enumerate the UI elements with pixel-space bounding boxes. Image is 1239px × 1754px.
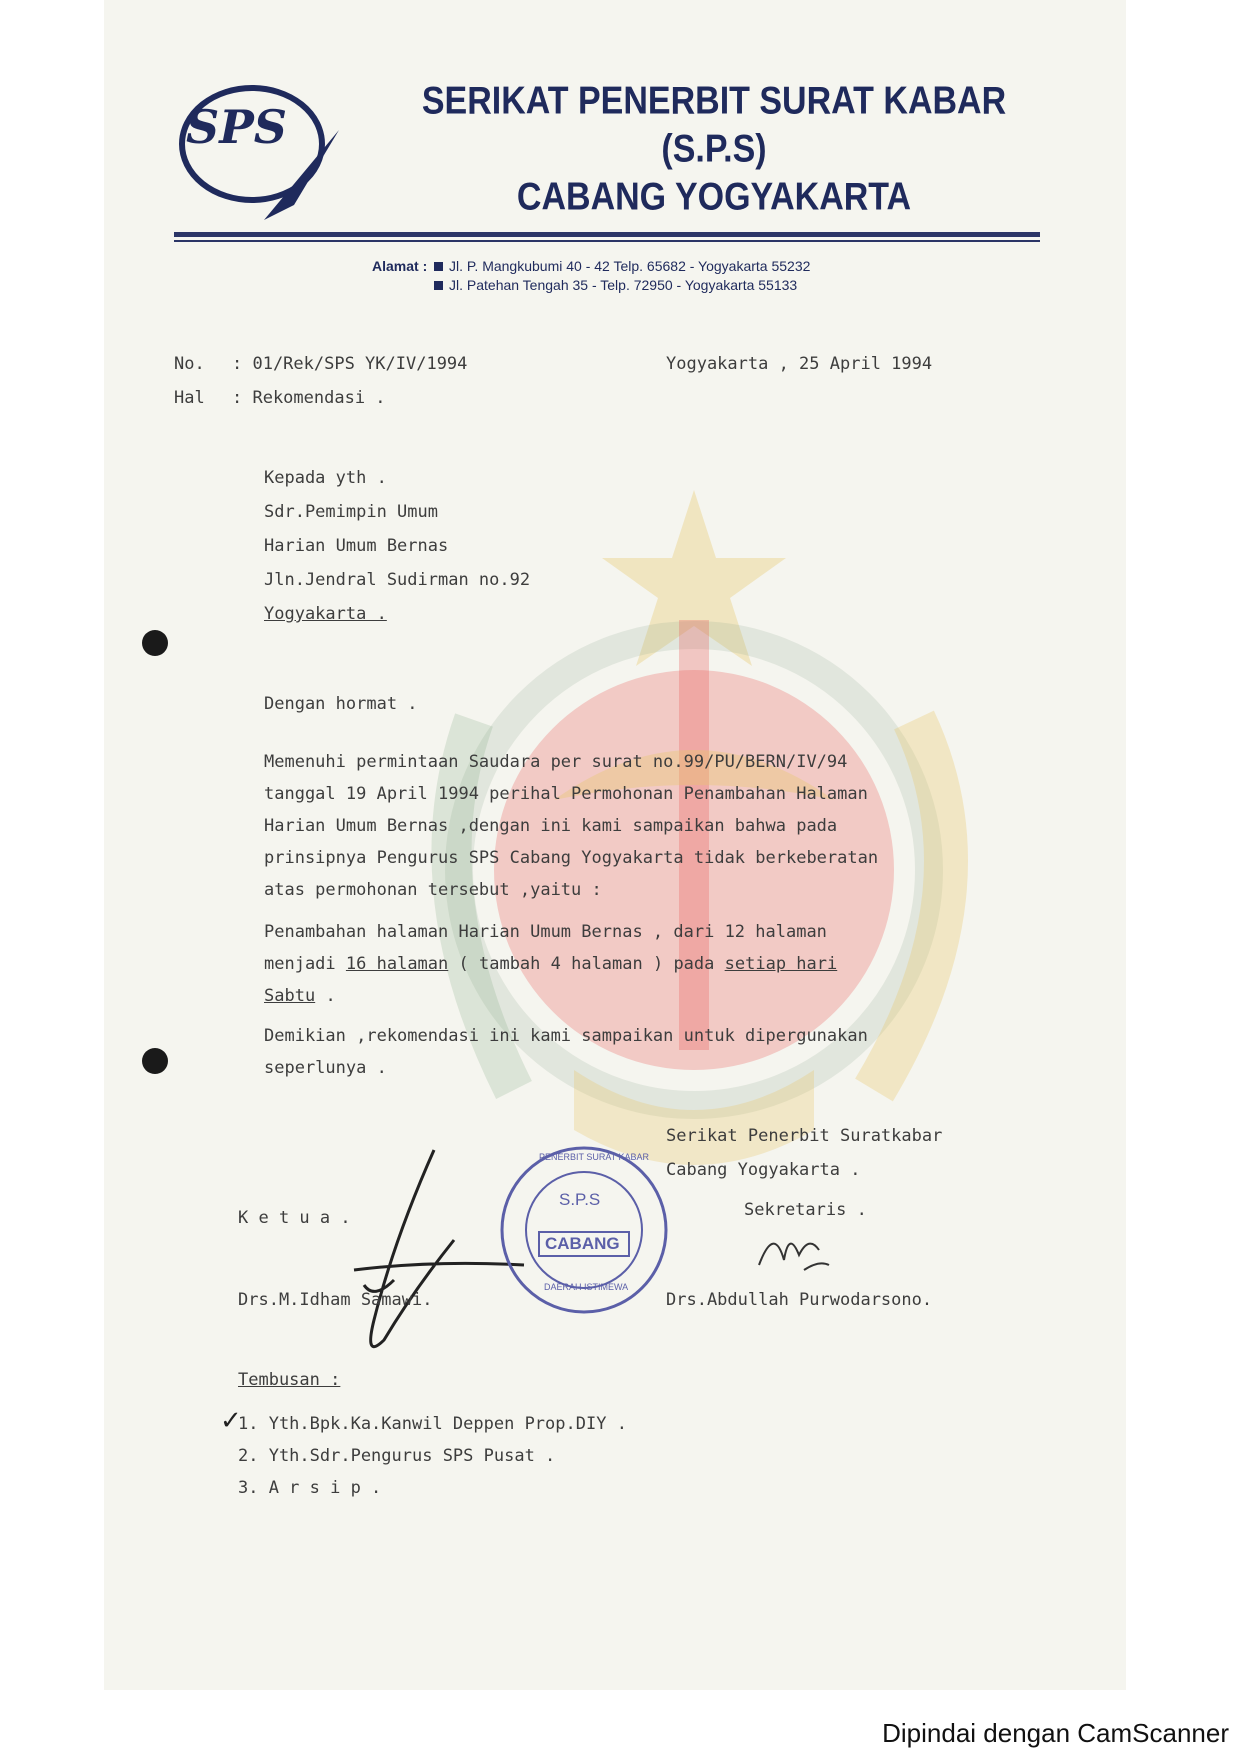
body-p2-text-end: .: [325, 986, 336, 1006]
cc-item-3: 3. A r s i p .: [238, 1478, 382, 1498]
greeting: Dengan hormat .: [264, 694, 418, 714]
body-p1-line-2: tanggal 19 April 1994 perihal Permohonan Penambahan Halaman: [264, 784, 868, 804]
official-stamp: [494, 1140, 674, 1320]
stamp-cabang-text: CABANG: [545, 1234, 620, 1253]
body-p2-underlined-days: setiap hari: [724, 954, 838, 974]
body-p3-line-2: seperlunya .: [264, 1058, 387, 1078]
cc-item-1: 1. Yth.Bpk.Ka.Kanwil Deppen Prop.DIY .: [238, 1414, 627, 1434]
address-bullet-2: [434, 281, 443, 290]
body-p2-underlined-saturday: Sabtu: [264, 986, 316, 1006]
chair-title: K e t u a .: [238, 1208, 351, 1228]
scanner-footer: Dipindai dengan CamScanner: [882, 1718, 1229, 1748]
chair-name: Drs.M.Idham Samawi.: [238, 1290, 433, 1310]
org-name: SERIKAT PENERBIT SURAT KABAR: [421, 79, 1007, 123]
address-line-2: Jl. Patehan Tengah 35 - Telp. 72950 - Yogyakarta 55133: [449, 277, 798, 293]
secretary-signature: [754, 1220, 834, 1280]
body-p2-underlined-pages: 16 halaman: [345, 954, 449, 974]
org-abbr: (S.P.S): [661, 127, 767, 171]
sign-org-line-2: Cabang Yogyakarta .: [666, 1160, 861, 1180]
hal-label: Hal: [174, 388, 205, 408]
no-label: No.: [174, 354, 205, 374]
stamp-bottom-text: DAERAH ISTIMEWA: [544, 1282, 629, 1292]
address-bullet-1: [434, 262, 443, 271]
no-value: : 01/Rek/SPS YK/IV/1994: [232, 354, 468, 374]
stamp-sps-text: S.P.S: [559, 1190, 601, 1209]
body-p1-line-1: Memenuhi permintaan Saudara per surat no.99/PU/BERN/IV/94: [264, 752, 848, 772]
body-p2-text-c: ( tambah 4 halaman ) pada: [458, 954, 715, 974]
body-p1-line-3: Harian Umum Bernas ,dengan ini kami sampaikan bahwa pada: [264, 816, 838, 836]
recipient-line-4: Jln.Jendral Sudirman no.92: [264, 570, 531, 590]
header-rule-thick: [174, 232, 1040, 237]
body-p1-line-5: atas permohonan tersebut ,yaitu :: [264, 880, 602, 900]
body-p2-line-1: Penambahan halaman Harian Umum Bernas , dari 12 halaman: [264, 922, 827, 942]
stamp-top-text: PENERBIT SURAT KABAR: [539, 1152, 650, 1162]
recipient-line-3: Harian Umum Bernas: [264, 536, 449, 556]
body-p2-line-3: [264, 986, 336, 1006]
secretary-title: Sekretaris .: [744, 1200, 867, 1220]
sign-org-line-1: Serikat Penerbit Suratkabar: [666, 1126, 943, 1146]
recipient-line-2: Sdr.Pemimpin Umum: [264, 502, 438, 522]
body-p1-line-4: prinsipnya Pengurus SPS Cabang Yogyakarta tidak berkeberatan: [264, 848, 879, 868]
hal-value: : Rekomendasi .: [232, 388, 386, 408]
logo-text: SPS: [186, 100, 288, 154]
header-rule-thin: [174, 240, 1040, 242]
punch-hole-top: [142, 630, 168, 656]
secretary-name: Drs.Abdullah Purwodarsono.: [666, 1290, 933, 1310]
letter-date: Yogyakarta , 25 April 1994: [666, 354, 933, 374]
address-label: Alamat :: [372, 258, 428, 274]
cc-checkmark: ✓: [220, 1406, 242, 1436]
org-branch: CABANG YOGYAKARTA: [516, 175, 912, 219]
body-p2-line-2: [264, 954, 837, 974]
address-line-1: Jl. P. Mangkubumi 40 - 42 Telp. 65682 - Yogyakarta 55232: [449, 258, 811, 274]
recipient-line-5: Yogyakarta .: [264, 604, 387, 624]
punch-hole-bottom: [142, 1048, 168, 1074]
recipient-line-1: Kepada yth .: [264, 468, 387, 488]
cc-title: Tembusan :: [238, 1370, 341, 1390]
body-p3-line-1: Demikian ,rekomendasi ini kami sampaikan untuk dipergunakan: [264, 1026, 868, 1046]
letter-page: [104, 0, 1126, 1690]
cc-item-2: 2. Yth.Sdr.Pengurus SPS Pusat .: [238, 1446, 556, 1466]
body-p2-text-a: menjadi: [264, 954, 336, 974]
